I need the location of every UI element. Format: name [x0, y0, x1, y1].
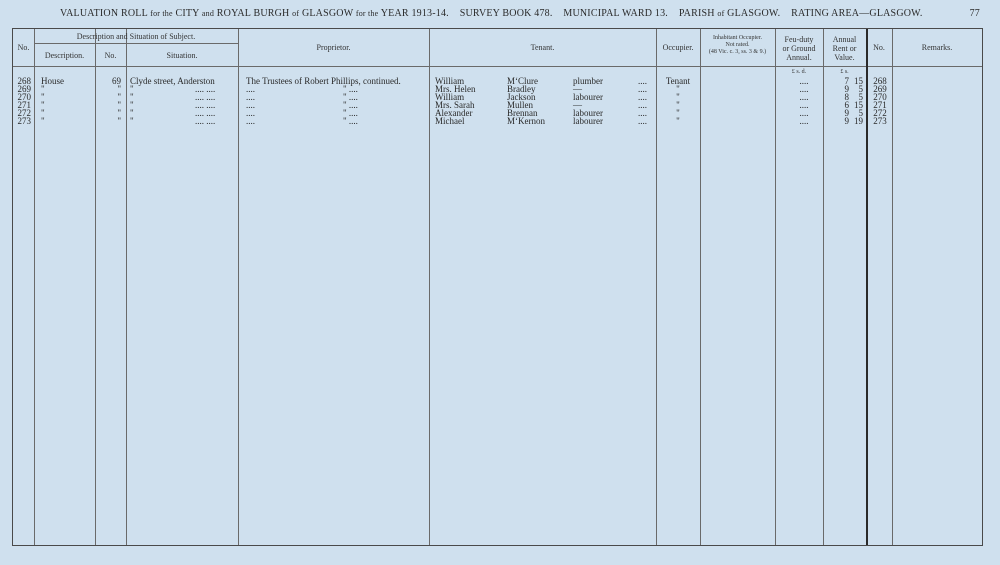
col-line — [429, 29, 430, 545]
page-header — [60, 8, 980, 22]
row-situation: " — [130, 92, 134, 102]
row-tenant-surname: M‘Kernon — [507, 116, 545, 126]
row-rent-pounds: 9 — [844, 108, 849, 118]
rent-line-1: Annual — [832, 35, 857, 44]
header-text: VALUATION ROLL — [60, 8, 148, 19]
header-divider — [34, 43, 238, 44]
rent-line-3: Value. — [834, 53, 855, 62]
municipal-ward: MUNICIPAL WARD 13. — [563, 8, 669, 19]
col-header-tenant: Tenant. — [530, 43, 555, 52]
feu-units: £ s. d. — [791, 69, 807, 75]
row-tenant-surname: M‘Clure — [507, 76, 538, 86]
header-title — [60, 8, 923, 19]
row-proprietor-dots: " .... — [343, 92, 358, 102]
col-header-description-group: Description and Situation of Subject. — [76, 32, 196, 41]
row-description: " — [41, 116, 45, 126]
col-line — [34, 29, 35, 545]
row-tenant-first-name: William — [435, 92, 465, 102]
col-header-situation: Situation. — [166, 51, 198, 60]
header-text: and — [201, 9, 215, 18]
header-text: CITY — [175, 8, 200, 19]
row-tenant-first-name: Michael — [435, 116, 465, 126]
row-no: 268 — [17, 76, 31, 86]
row-occupier: " — [676, 116, 680, 126]
row-description: House — [41, 76, 64, 86]
row-proprietor: .... — [246, 116, 255, 126]
row-rent-pounds: 7 — [844, 76, 849, 86]
row-description: " — [41, 108, 45, 118]
row-rent-shillings: 5 — [858, 92, 863, 102]
row-number: " — [117, 92, 121, 102]
row-number: 69 — [112, 76, 121, 86]
row-tenant-surname: Brennan — [507, 108, 538, 118]
row-situation: " — [130, 116, 134, 126]
header-text: GLASGOW — [301, 8, 354, 19]
row-tenant-first-name: Alexander — [435, 108, 473, 118]
col-header-number: No. — [104, 51, 117, 60]
row-proprietor: .... — [246, 108, 255, 118]
col-header-proprietor: Proprietor. — [316, 43, 351, 52]
row-no: 273 — [17, 116, 31, 126]
row-tenant-occupation: plumber — [573, 76, 603, 86]
row-tenant-occupation: labourer — [573, 108, 603, 118]
rating-area: RATING AREA—GLASGOW. — [791, 8, 923, 19]
row-number: " — [117, 84, 121, 94]
row-rent-pounds: 9 — [844, 84, 849, 94]
header-text: for the — [150, 9, 173, 18]
row-no: 271 — [17, 100, 31, 110]
col-line — [126, 29, 127, 545]
col-header-no: No. — [17, 43, 30, 52]
row-occupier: Tenant — [665, 76, 691, 86]
valuation-table — [12, 28, 983, 546]
row-no-right: 273 — [873, 116, 887, 126]
inhabitant-line-1: Inhabitant Occupier. — [713, 35, 762, 41]
row-number: " — [117, 100, 121, 110]
row-tenant-occupation: — — [573, 84, 582, 94]
row-no: 269 — [17, 84, 31, 94]
col-header-occupier: Occupier. — [662, 43, 694, 52]
row-rent-pounds: 9 — [844, 116, 849, 126]
header-bottom-rule — [13, 66, 982, 67]
row-description: " — [41, 100, 45, 110]
row-tenant-dots: .... — [638, 92, 647, 102]
col-line — [892, 29, 893, 545]
row-situation-dots: .... .... — [195, 100, 216, 110]
row-situation-dots: .... .... — [195, 116, 216, 126]
row-tenant-dots: .... — [638, 76, 647, 86]
col-header-remarks: Remarks. — [921, 43, 953, 52]
row-description: " — [41, 92, 45, 102]
row-rent-shillings: 5 — [858, 84, 863, 94]
row-no-right: 271 — [873, 100, 887, 110]
row-rent-pounds: 8 — [844, 92, 849, 102]
rent-units: £ s. — [840, 69, 849, 75]
row-tenant-surname: Mullen — [507, 100, 533, 110]
row-proprietor: .... — [246, 100, 255, 110]
row-feu-duty: .... — [799, 76, 809, 86]
header-text: PARISH — [678, 8, 715, 19]
col-header-description: Description. — [44, 51, 85, 60]
row-rent-shillings: 19 — [854, 116, 863, 126]
col-line — [775, 29, 776, 545]
row-tenant-occupation: labourer — [573, 116, 603, 126]
row-proprietor: .... — [246, 84, 255, 94]
header-text: for the — [355, 9, 379, 18]
row-tenant-surname: Bradley — [507, 84, 536, 94]
row-proprietor-dots: " .... — [343, 116, 358, 126]
row-tenant-occupation: labourer — [573, 92, 603, 102]
page-number: 77 — [969, 8, 980, 19]
row-situation: " — [130, 84, 134, 94]
row-no-right: 270 — [873, 92, 887, 102]
row-proprietor-dots: " .... — [343, 100, 358, 110]
row-no: 270 — [17, 92, 31, 102]
row-proprietor: .... — [246, 92, 255, 102]
row-no-right: 272 — [873, 108, 887, 118]
row-situation-dots: .... .... — [195, 108, 216, 118]
row-proprietor-dots: " .... — [343, 84, 358, 94]
header-text: of — [292, 9, 300, 18]
row-proprietor-dots: " .... — [343, 108, 358, 118]
row-tenant-surname: Jackson — [507, 92, 536, 102]
row-rent-shillings: 5 — [858, 108, 863, 118]
inhabitant-line-3: (48 Vic. c. 3, ss. 3 & 9.) — [708, 49, 767, 55]
row-situation-dots: .... .... — [195, 92, 216, 102]
row-feu-duty: .... — [799, 84, 809, 94]
inhabitant-line-2: Not rated. — [725, 42, 750, 48]
feu-line-2: or Ground — [782, 44, 816, 53]
row-situation-dots: .... .... — [195, 84, 216, 94]
col-line-thick — [866, 29, 868, 545]
row-situation: " — [130, 100, 134, 110]
row-feu-duty: .... — [799, 108, 809, 118]
row-occupier: " — [676, 100, 680, 110]
row-feu-duty: .... — [799, 92, 809, 102]
row-description: " — [41, 84, 45, 94]
col-line — [700, 29, 701, 545]
row-occupier: " — [676, 92, 680, 102]
survey-book: SURVEY BOOK 478. — [459, 8, 553, 19]
row-proprietor: The Trustees of Robert Phillips, continued. — [246, 76, 401, 86]
row-tenant-dots: .... — [638, 116, 647, 126]
row-situation: Clyde street, Anderston — [130, 76, 215, 86]
row-feu-duty: .... — [799, 116, 809, 126]
row-occupier: " — [676, 108, 680, 118]
row-tenant-dots: .... — [638, 108, 647, 118]
header-text: YEAR 1913-14. — [380, 8, 449, 19]
row-situation: " — [130, 108, 134, 118]
header-text: ROYAL BURGH — [216, 8, 290, 19]
row-feu-duty: .... — [799, 100, 809, 110]
row-tenant-dots: .... — [638, 100, 647, 110]
rent-line-2: Rent or — [832, 44, 857, 53]
parish: GLASGOW. — [727, 8, 781, 19]
row-number: " — [117, 108, 121, 118]
row-tenant-first-name: Mrs. Helen — [435, 84, 476, 94]
row-occupier: " — [676, 84, 680, 94]
row-no: 272 — [17, 108, 31, 118]
row-rent-shillings: 15 — [854, 76, 863, 86]
row-rent-shillings: 15 — [854, 100, 863, 110]
row-rent-pounds: 6 — [844, 100, 849, 110]
row-number: " — [117, 116, 121, 126]
col-header-no-right: No. — [873, 43, 885, 52]
feu-line-1: Feu-duty — [784, 35, 814, 44]
feu-line-3: Annual. — [786, 53, 812, 62]
row-no-right: 269 — [873, 84, 887, 94]
row-no-right: 268 — [873, 76, 887, 86]
header-text: of — [717, 9, 725, 18]
row-tenant-occupation: — — [573, 100, 582, 110]
row-tenant-dots: .... — [638, 84, 647, 94]
row-tenant-first-name: Mrs. Sarah — [435, 100, 475, 110]
row-tenant-first-name: William — [435, 76, 465, 86]
